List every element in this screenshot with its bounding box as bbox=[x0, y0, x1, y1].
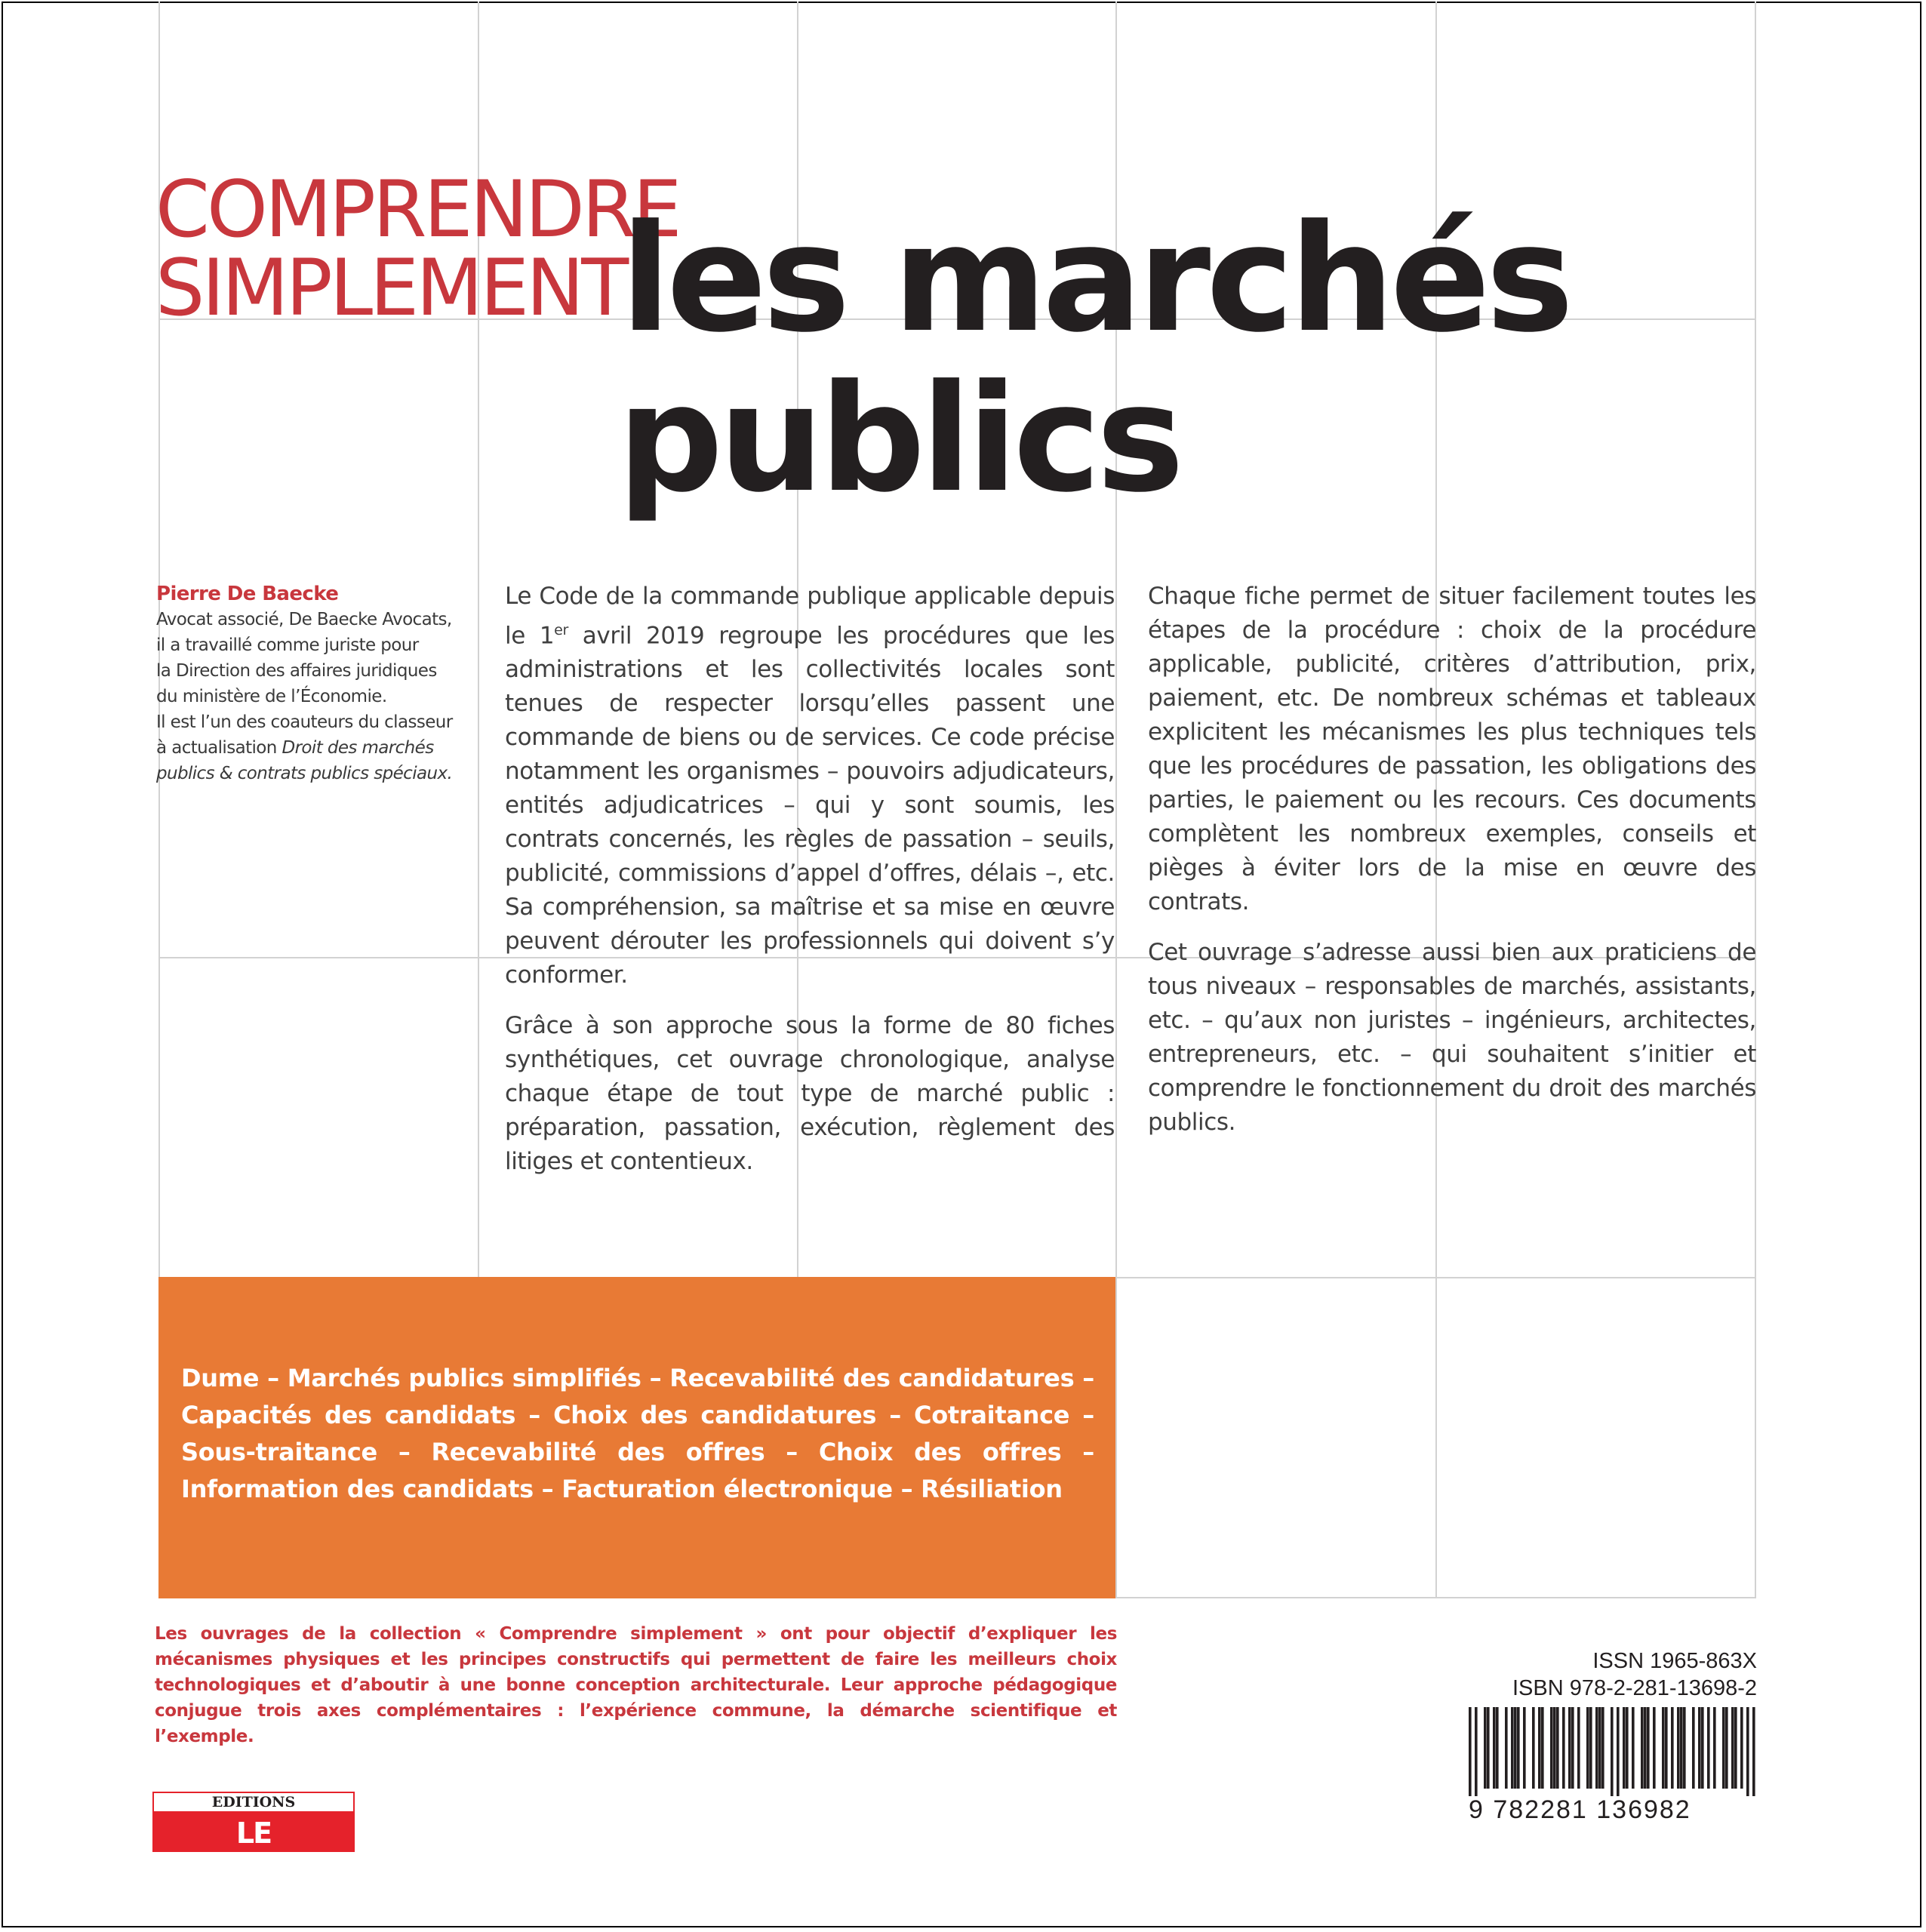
author-block bbox=[156, 581, 476, 786]
barcode-bar bbox=[1626, 1707, 1629, 1789]
body-column-right bbox=[1148, 580, 1756, 1156]
barcode-bar bbox=[1553, 1707, 1556, 1789]
series-title-line-1: COMPRENDRE bbox=[155, 165, 679, 255]
ordinal-superscript: er bbox=[554, 622, 568, 638]
body-text: avril 2019 regroupe les procédures que les administrations et les collectivités locales sont tenues de respecter lorsqu’elles passent une commande de biens ou de services. Ce code précise notamment les organismes – pouvoirs adjudicateurs, entités adjudicatrices – qui y sont soumis, les contrats concernés, les règles de passation – seuils, publicité, commissions d’appel d’offres, délais –, etc. Sa compréhension, sa maîtrise et sa mise en œuvre peuvent dérouter les professionnels qui doivent s’y conformer. bbox=[505, 622, 1115, 989]
classeur-title-cont: publics & contrats publics spéciaux. bbox=[156, 764, 453, 783]
barcode-bar bbox=[1589, 1707, 1592, 1789]
barcode-bar bbox=[1517, 1707, 1520, 1789]
barcode-bar bbox=[1746, 1707, 1749, 1796]
barcode-bar bbox=[1644, 1707, 1647, 1789]
barcode-bar bbox=[1707, 1707, 1710, 1789]
barcode-bar bbox=[1595, 1707, 1598, 1789]
barcode-bar bbox=[1641, 1707, 1644, 1789]
barcode-bar bbox=[1623, 1707, 1626, 1789]
publisher-logo bbox=[152, 1792, 355, 1887]
barcode-bar bbox=[1698, 1707, 1701, 1789]
collection-description: Les ouvrages de la collection « Comprendre simplement » ont pour objectif d’expliquer les mécanismes physiques et les principes constructifs qui permettent de faire les meilleurs choix technologiques et d’aboutir à une bonne conception architecturale. Leur approche pédagogique conjugue trois axes complémentaires : l’expérience commune, la démarche scientifique et l’exemple. bbox=[155, 1624, 1117, 1746]
series-title bbox=[155, 165, 679, 334]
barcode-bar bbox=[1731, 1707, 1734, 1789]
publisher-logo-main: LE MONITEUR bbox=[173, 1817, 334, 1887]
barcode-bar bbox=[1647, 1707, 1650, 1789]
body-paragraph bbox=[505, 580, 1115, 992]
barcode-bar bbox=[1653, 1707, 1656, 1789]
author-bio-line: la Direction des affaires juridiques bbox=[156, 661, 437, 681]
barcode-bar bbox=[1632, 1707, 1635, 1789]
barcode-bar bbox=[1541, 1707, 1544, 1789]
author-bio-line: il a travaillé comme juriste pour bbox=[156, 635, 419, 655]
barcode-bar bbox=[1550, 1707, 1553, 1789]
barcode-bar bbox=[1683, 1707, 1686, 1789]
barcode-bar bbox=[1484, 1707, 1487, 1789]
barcode-bar bbox=[1586, 1707, 1589, 1789]
barcode-bar bbox=[1496, 1707, 1499, 1789]
barcode-bar bbox=[1740, 1707, 1743, 1789]
barcode-bar bbox=[1692, 1707, 1695, 1789]
barcode-bar bbox=[1701, 1707, 1704, 1789]
barcode-bar bbox=[1523, 1707, 1526, 1789]
author-bio-line bbox=[156, 761, 476, 786]
barcode-bar bbox=[1671, 1707, 1674, 1789]
barcode-bar bbox=[1469, 1707, 1472, 1796]
barcode-bar bbox=[1662, 1707, 1665, 1789]
author-bio-line: Avocat associé, De Baecke Avocats, bbox=[156, 610, 452, 629]
publisher-logo-top: EDITIONS bbox=[152, 1792, 355, 1813]
barcode bbox=[1469, 1707, 1755, 1796]
body-column-left bbox=[505, 580, 1115, 1195]
barcode-bar bbox=[1680, 1707, 1683, 1789]
barcode-bar bbox=[1601, 1707, 1604, 1789]
isbn: ISBN 978-2-281-13698-2 bbox=[1512, 1676, 1757, 1700]
barcode-bar bbox=[1677, 1707, 1680, 1789]
body-paragraph: Chaque fiche permet de situer facilement toutes les étapes de la procédure : choix de la procédure applicable, publicité, critères d’attribution, prix, paiement, etc. De nombreux schémas et tableaux explicitent les mécanismes les plus techniques tels que les procédures de passation, les obligations des parties, le paiement ou les recours. Ces documents complètent les nombreux exemples, conseils et pièges à éviter lors de la mise en œuvre des contrats. bbox=[1148, 583, 1756, 915]
publication-codes bbox=[1472, 1647, 1757, 1702]
keywords-text: Dume – Marchés publics simplifiés – Recevabilité des candidatures – Capacités des candidats – Choix des candidatures – Cotraitance – Sous-traitance – Recevabilité des offres – Choix des offres – Information des candidats – Facturation électronique – Résiliation bbox=[181, 1364, 1094, 1503]
barcode-bar bbox=[1617, 1707, 1620, 1796]
book-title-line-1: les marchés bbox=[620, 193, 1570, 365]
barcode-bar bbox=[1577, 1707, 1580, 1789]
series-title-line-2: SIMPLEMENT bbox=[155, 243, 626, 334]
barcode-bar bbox=[1665, 1707, 1668, 1789]
barcode-bar bbox=[1571, 1707, 1574, 1789]
body-paragraph: Cet ouvrage s’adresse aussi bien aux praticiens de tous niveaux – responsables de marchés, assistants, etc. – qu’aux non juristes – ingénieurs, architectes, entrepreneurs, etc. – qui souhaitent s’initier et comprendre le fonctionnement du droit des marchés publics. bbox=[1148, 939, 1756, 1136]
barcode-bar bbox=[1713, 1707, 1716, 1789]
barcode-bar bbox=[1568, 1707, 1571, 1789]
barcode-bar bbox=[1734, 1707, 1737, 1789]
barcode-bar bbox=[1511, 1707, 1514, 1789]
barcode-bar bbox=[1752, 1707, 1755, 1796]
barcode-bar bbox=[1487, 1707, 1490, 1789]
barcode-bar bbox=[1725, 1707, 1728, 1789]
keywords-box bbox=[158, 1277, 1115, 1598]
barcode-bar bbox=[1598, 1707, 1601, 1789]
body-paragraph: Grâce à son approche sous la forme de 80 fiches synthétiques, cet ouvrage chronologique, analyse chaque étape de tout type de marché public : préparation, passation, exécution, règlement des litiges et contentieux. bbox=[505, 1012, 1115, 1176]
barcode-bar bbox=[1532, 1707, 1535, 1789]
classeur-title: Droit des marchés bbox=[282, 738, 434, 758]
author-bio-line: du ministère de l’Économie. bbox=[156, 687, 387, 706]
author-name: Pierre De Baecke bbox=[156, 583, 339, 605]
barcode-bar bbox=[1722, 1707, 1725, 1789]
book-title bbox=[617, 193, 1570, 525]
body-text: Le Code de la commande publique applicable depuis le 1 bbox=[505, 583, 1115, 650]
barcode-bar bbox=[1538, 1707, 1541, 1789]
barcode-bar bbox=[1611, 1707, 1614, 1796]
barcode-bar bbox=[1562, 1707, 1565, 1789]
issn: ISSN 1965-863X bbox=[1592, 1649, 1757, 1673]
barcode-bar bbox=[1475, 1707, 1478, 1796]
barcode-bar bbox=[1556, 1707, 1559, 1789]
book-title-line-2: publics bbox=[617, 353, 1180, 525]
author-bio-line bbox=[156, 735, 476, 761]
barcode-bar bbox=[1493, 1707, 1496, 1789]
barcode-digits: 9 782281 136982 bbox=[1469, 1795, 1691, 1824]
barcode-bar bbox=[1514, 1707, 1517, 1789]
barcode-bar bbox=[1505, 1707, 1508, 1789]
author-bio-line: Il est l’un des coauteurs du classeur bbox=[156, 712, 453, 732]
author-bio-text: à actualisation bbox=[156, 738, 282, 758]
